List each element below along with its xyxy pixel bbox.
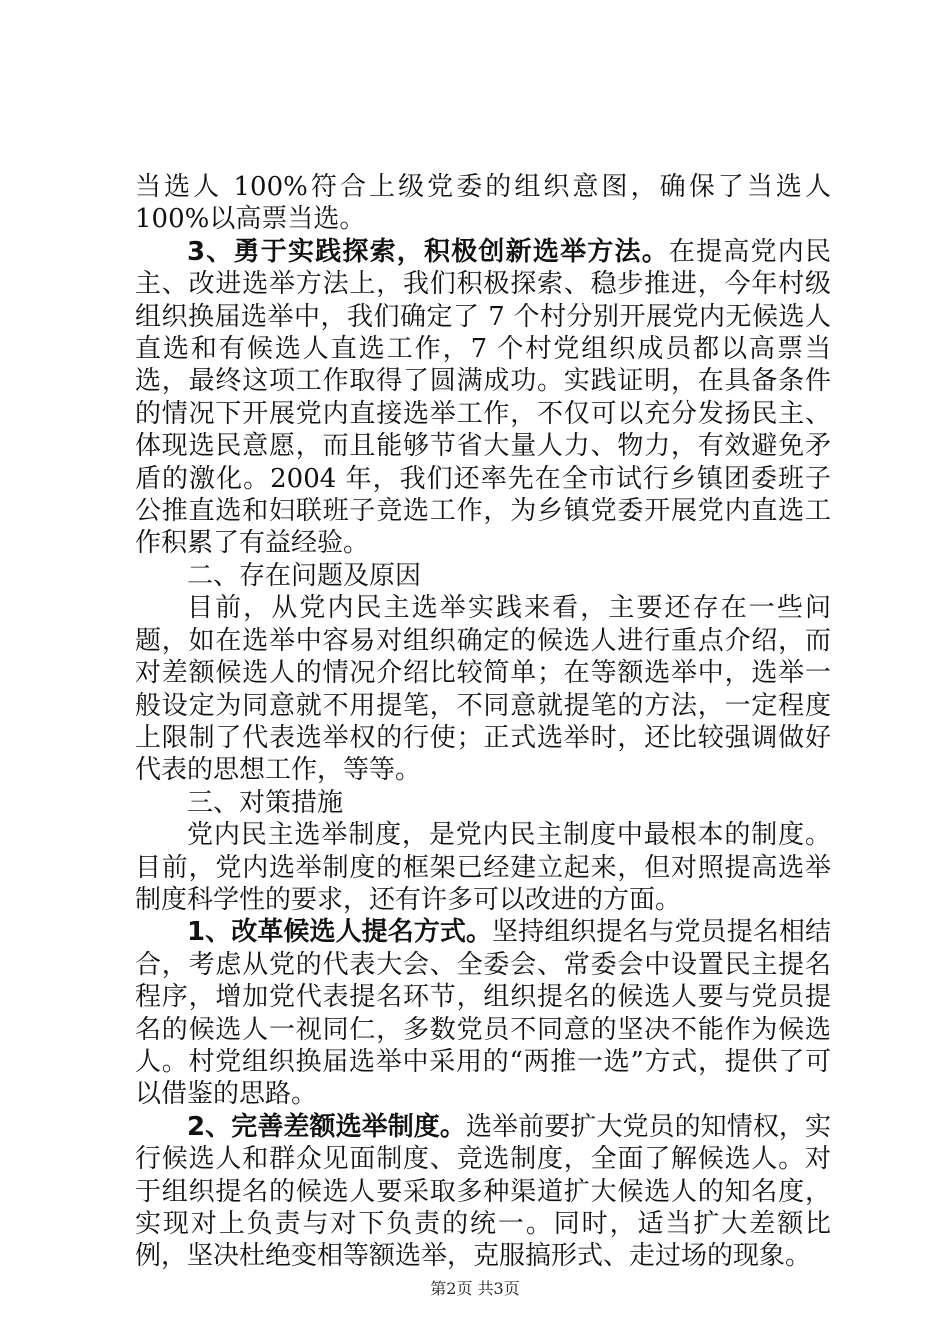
item-text: 选举前要扩大党员的知情权，实行候选人和群众见面制度、竞选制度，全面了解候选人。对于组织提名的候选人要采取多种渠道扩大候选人的知名度，实现对上负责与对下负责的统一。同时，适当扩大差额比例，坚决杜绝变相等额选举，克服搞形式、走过场的现象。 (135, 1111, 831, 1272)
paragraph-problems: 目前，从党内民主选举实践来看，主要还存在一些问题，如在选举中容易对组织确定的候选人进行重点介绍，而对差额候选人的情况介绍比较简单；在等额选举中，选举一般设定为同意就不用提笔，不同意就提笔的方法，一定程度上限制了代表选举权的行使；正式选举时，还比较强调做好代表的思想工作，等等。 (135, 593, 831, 786)
item-text: 坚持组织提名与党员提名相结合，考虑从党的代表大会、全委会、常委会中设置民主提名程序，增加党代表提名环节，组织提名的候选人要与党员提名的候选人一视同仁，多数党员不同意的坚决不能作为候选人。村党组织换届选举中采用的“两推一选”方式，提供了可以借鉴的思路。 (135, 917, 831, 1110)
page-number-footer: 第2页 共3页 (430, 1279, 520, 1298)
list-item-innovate-election-methods (135, 236, 831, 560)
item-lead: 2、完善差额选举制度。 (187, 1111, 466, 1142)
list-item-competitive-election (135, 1111, 831, 1273)
item-text: 在提高党内民主、改进选举方法上，我们积极探索、稳步推进，今年村级组织换届选举中，我们确定了 7 个村分别开展党内无候选人直选和有候选人直选工作，7 个村党组织成员都以高票当选，最终这项工作取得了圆满成功。实践证明，在具备条件的情况下开展党内直接选举工作，不仅可以充分发扬民主、体现选民意愿，而且能够节省大量人力、物力，有效避免矛盾的激化。2004 年，我们还率先在全市试行乡镇团委班子公推直选和妇联班子竞选工作，为乡镇党委开展党内直选工作积累了有益经验。 (135, 236, 831, 559)
list-item-nomination-reform (135, 916, 831, 1110)
item-lead: 3、勇于实践探索，积极创新选举方法。 (187, 236, 669, 267)
section-heading-measures: 三、对策措施 (187, 787, 344, 818)
document-body (135, 171, 831, 1273)
paragraph-measures-intro: 党内民主选举制度，是党内民主制度中最根本的制度。目前，党内选举制度的框架已经建立起来，但对照提高选举制度科学性的要求，还有许多可以改进的方面。 (135, 820, 831, 915)
item-lead: 1、改革候选人提名方式。 (187, 917, 493, 948)
continuation-paragraph: 当选人 100%符合上级党委的组织意图，确保了当选人 100%以高票当选。 (135, 172, 831, 235)
section-heading-problems: 二、存在问题及原因 (187, 560, 422, 591)
